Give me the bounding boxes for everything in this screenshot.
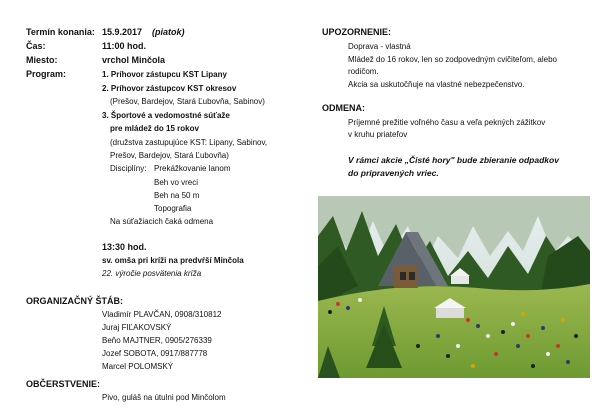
program-item-2-detail: (Prešov, Bardejov, Stará Ľubovňa, Sabinov)	[110, 97, 265, 106]
term-day: (piatok)	[152, 27, 185, 37]
prize-note: Na súťažiacich čaká odmena	[110, 217, 214, 226]
term-value: 15.9.2017	[102, 27, 143, 37]
staff-title: ORGANIZAČNÝ ŠTÁB:	[26, 296, 123, 306]
event-photo	[318, 196, 590, 378]
discipline-1: Prekážkovanie lanom	[154, 164, 231, 173]
refreshment-text: Pivo, guláš na útulni pod Minčolom	[102, 393, 226, 402]
second-time: 13:30 hod.	[102, 242, 147, 252]
staff-1: Vladimír PLAVČAN, 0908/310812	[102, 310, 222, 319]
time-label: Čas:	[26, 41, 46, 51]
program-item-3-sub: pre mládež do 15 rokov	[110, 124, 199, 133]
clean-mountains-line-2: do pripravených vriec.	[348, 168, 439, 178]
warning-line-1: Doprava - vlastná	[348, 42, 411, 51]
place-value: vrchol Minčola	[102, 55, 166, 65]
time-value: 11:00 hod.	[102, 41, 147, 51]
discipline-2: Beh vo vreci	[154, 178, 199, 187]
staff-5: Marcel POLOMSKÝ	[102, 362, 174, 371]
program-item-3: 3. Športové a vedomostné súťaže	[102, 111, 230, 120]
reward-line-2: v kruhu priateľov	[348, 130, 408, 139]
warning-line-2: Mládež do 16 rokov, len so zodpovedným cvičiteľom, alebo	[348, 55, 557, 64]
clean-mountains-line-1: V rámci akcie „Čisté hory" bude zbieranie odpadkov	[348, 155, 559, 165]
warning-line-4: Akcia sa uskutočňuje na vlastné nebezpečenstvo.	[348, 80, 525, 89]
program-item-2: 2. Príhovor zástupcov KST okresov	[102, 84, 237, 93]
reward-line-1: Príjemné prežitie voľného času a veľa pekných zážitkov	[348, 118, 546, 127]
reward-title: ODMENA:	[322, 103, 365, 113]
discipline-3: Beh na 50 m	[154, 191, 200, 200]
program-item-3-detail-1: (družstva zastupujúce KST: Lipany, Sabinov,	[110, 138, 268, 147]
program-item-1: 1. Príhovor zástupcu KST Lipany	[102, 70, 227, 79]
mass-text: sv. omša pri kríži na predvŕší Minčola	[102, 256, 244, 265]
discipline-4: Topografia	[154, 204, 192, 213]
anniversary-text: 22. výročie posvätenia kríža	[102, 269, 202, 278]
staff-4: Jozef SOBOTA, 0917/887778	[102, 349, 208, 358]
staff-3: Beňo MAJTNER, 0905/276339	[102, 336, 212, 345]
warning-title: UPOZORNENIE:	[322, 27, 392, 37]
program-label: Program:	[26, 69, 67, 79]
term-label: Termín konania:	[26, 27, 95, 37]
program-item-3-detail-2: Prešov, Bardejov, Stará Ľubovňa)	[110, 151, 229, 160]
place-label: Miesto:	[26, 55, 58, 65]
refreshment-title: OBČERSTVENIE:	[26, 379, 101, 389]
staff-2: Juraj FIĽAKOVSKÝ	[102, 323, 172, 332]
disciplines-label: Disciplíny:	[110, 164, 147, 173]
warning-line-3: rodičom.	[348, 67, 379, 76]
